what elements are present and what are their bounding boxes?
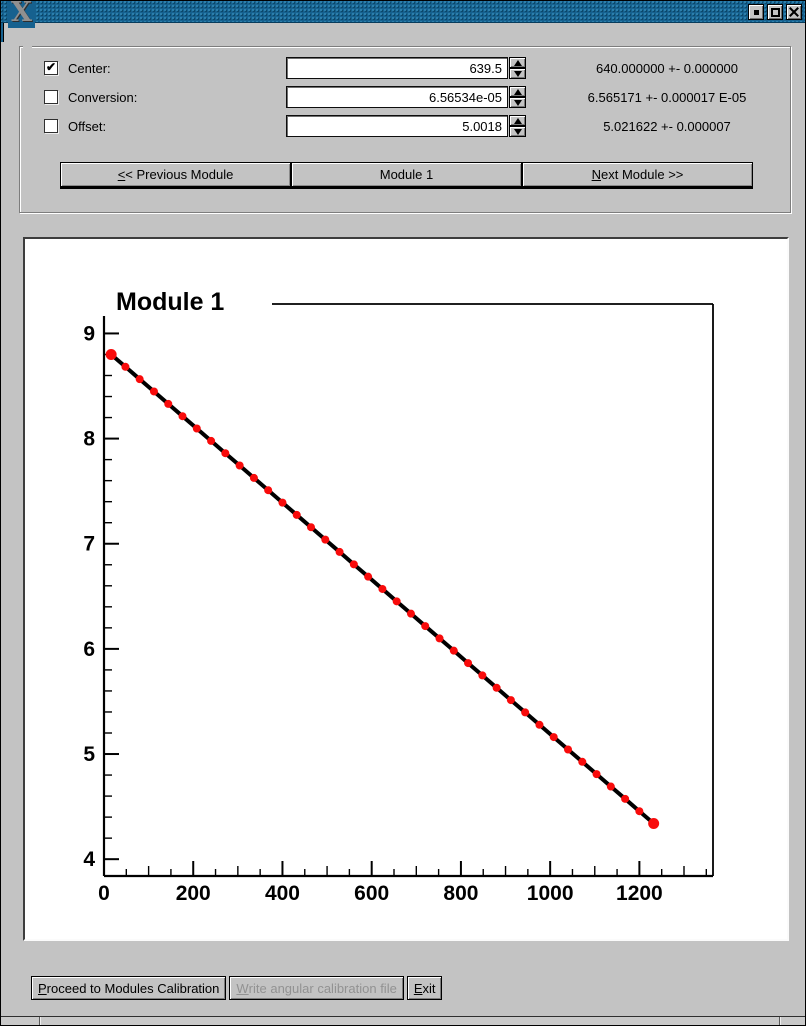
center-input[interactable] — [286, 57, 508, 79]
x-tick-label: 200 — [175, 882, 211, 905]
offset-spin-up-button[interactable] — [509, 115, 526, 126]
footer-toolbar — [31, 976, 442, 1000]
offset-input[interactable] — [286, 115, 508, 137]
data-point — [578, 758, 586, 766]
close-icon — [789, 7, 799, 17]
offset-checkbox[interactable] — [44, 119, 58, 133]
center-row — [20, 56, 790, 80]
previous-module-button[interactable]: < < Previous Module — [60, 162, 291, 189]
conversion-spin-up-button[interactable] — [509, 86, 526, 97]
y-tick-label: 4 — [83, 848, 95, 872]
data-point — [436, 634, 444, 642]
arrow-down-icon — [514, 71, 522, 77]
data-point — [393, 597, 401, 605]
write-angular-calibration-file-button: W rite angular calibration file — [229, 976, 403, 1000]
data-point — [464, 659, 472, 667]
data-point — [179, 412, 187, 420]
conversion-spinner — [509, 86, 526, 108]
data-point — [564, 746, 572, 754]
calibration-panel — [19, 46, 791, 213]
data-point — [321, 536, 329, 544]
y-tick-label: 6 — [83, 637, 95, 661]
data-point — [336, 548, 344, 556]
x-tick-label: 400 — [264, 882, 300, 905]
data-point — [421, 622, 429, 630]
center-checkbox[interactable] — [44, 61, 58, 75]
arrow-down-icon — [514, 100, 522, 106]
y-tick-label: 7 — [83, 532, 95, 556]
data-point — [264, 486, 272, 494]
y-tick-label: 8 — [83, 427, 95, 451]
conversion-input[interactable] — [286, 86, 508, 108]
current-module-button[interactable]: Module 1 — [291, 162, 522, 189]
data-point — [121, 363, 129, 371]
data-point — [293, 511, 301, 519]
data-point — [350, 560, 358, 568]
conversion-checkbox[interactable] — [44, 90, 58, 104]
data-point — [307, 523, 315, 531]
data-point — [478, 671, 486, 679]
groupbox-notch — [23, 45, 32, 49]
minimize-icon — [754, 10, 759, 15]
data-point — [236, 462, 244, 470]
center-spin-up-button[interactable] — [509, 57, 526, 68]
plot-title: Module 1 — [116, 288, 225, 316]
data-point — [106, 349, 117, 360]
close-button[interactable] — [786, 4, 802, 20]
conversion-spin-down-button[interactable] — [509, 97, 526, 108]
next-module-button[interactable]: N ext Module >> — [522, 162, 753, 189]
data-point — [593, 770, 601, 778]
data-point — [407, 610, 415, 618]
center-spin-down-button[interactable] — [509, 68, 526, 79]
x-tick-label: 0 — [98, 882, 110, 905]
data-point — [278, 499, 286, 507]
offset-spin-down-button[interactable] — [509, 126, 526, 137]
data-point — [250, 474, 258, 482]
maximize-button[interactable] — [767, 4, 783, 20]
x-tick-label: 1000 — [526, 882, 574, 905]
y-tick-label: 5 — [83, 743, 95, 767]
data-point — [207, 437, 215, 445]
data-point — [136, 375, 144, 383]
center-fit-result: 640.000000 +- 0.000000 — [595, 60, 739, 76]
x-tick-label: 1200 — [616, 882, 663, 905]
data-point — [521, 708, 529, 716]
arrow-up-icon — [514, 118, 522, 124]
data-point — [193, 424, 201, 432]
window-controls — [748, 4, 802, 20]
x-tick-label: 800 — [443, 882, 479, 905]
center-label: Center: — [68, 60, 111, 76]
offset-fit-result: 5.021622 +- 0.000007 — [603, 118, 731, 134]
data-point — [221, 449, 229, 457]
exit-button[interactable]: E xit — [407, 976, 443, 1000]
offset-spinner — [509, 115, 526, 137]
data-point — [507, 696, 515, 704]
conversion-label: Conversion: — [68, 89, 138, 105]
module-navigation — [60, 162, 753, 189]
data-point — [535, 721, 543, 729]
offset-row — [20, 114, 790, 138]
data-point — [648, 818, 659, 829]
offset-label: Offset: — [68, 118, 107, 134]
arrow-up-icon — [514, 60, 522, 66]
data-point — [493, 684, 501, 692]
data-point — [378, 585, 386, 593]
plot-canvas — [23, 237, 789, 941]
data-point — [150, 387, 158, 395]
x11-logo-icon: X — [8, 0, 35, 28]
data-point — [364, 573, 372, 581]
data-point — [607, 783, 615, 791]
window-frame-notch — [1, 23, 4, 42]
conversion-row — [20, 85, 790, 109]
proceed-to-modules-calibration-button[interactable]: P roceed to Modules Calibration — [31, 976, 226, 1000]
y-tick-label: 9 — [83, 322, 95, 346]
data-point — [635, 807, 643, 815]
resize-handle-divider — [779, 1017, 780, 1025]
data-point — [164, 400, 172, 408]
data-point — [550, 733, 558, 741]
minimize-button[interactable] — [748, 4, 764, 20]
titlebar[interactable] — [1, 0, 805, 28]
center-spinner — [509, 57, 526, 79]
data-point — [450, 647, 458, 655]
conversion-fit-result: 6.565171 +- 0.000017 E-05 — [587, 89, 747, 105]
resize-handle-divider — [39, 1017, 40, 1025]
module-plot — [25, 239, 787, 939]
arrow-up-icon — [514, 89, 522, 95]
window-bottom-frame[interactable] — [1, 1016, 805, 1025]
data-point — [621, 795, 629, 803]
arrow-down-icon — [514, 129, 522, 135]
maximize-icon — [771, 8, 780, 17]
x-tick-label: 600 — [354, 882, 390, 905]
